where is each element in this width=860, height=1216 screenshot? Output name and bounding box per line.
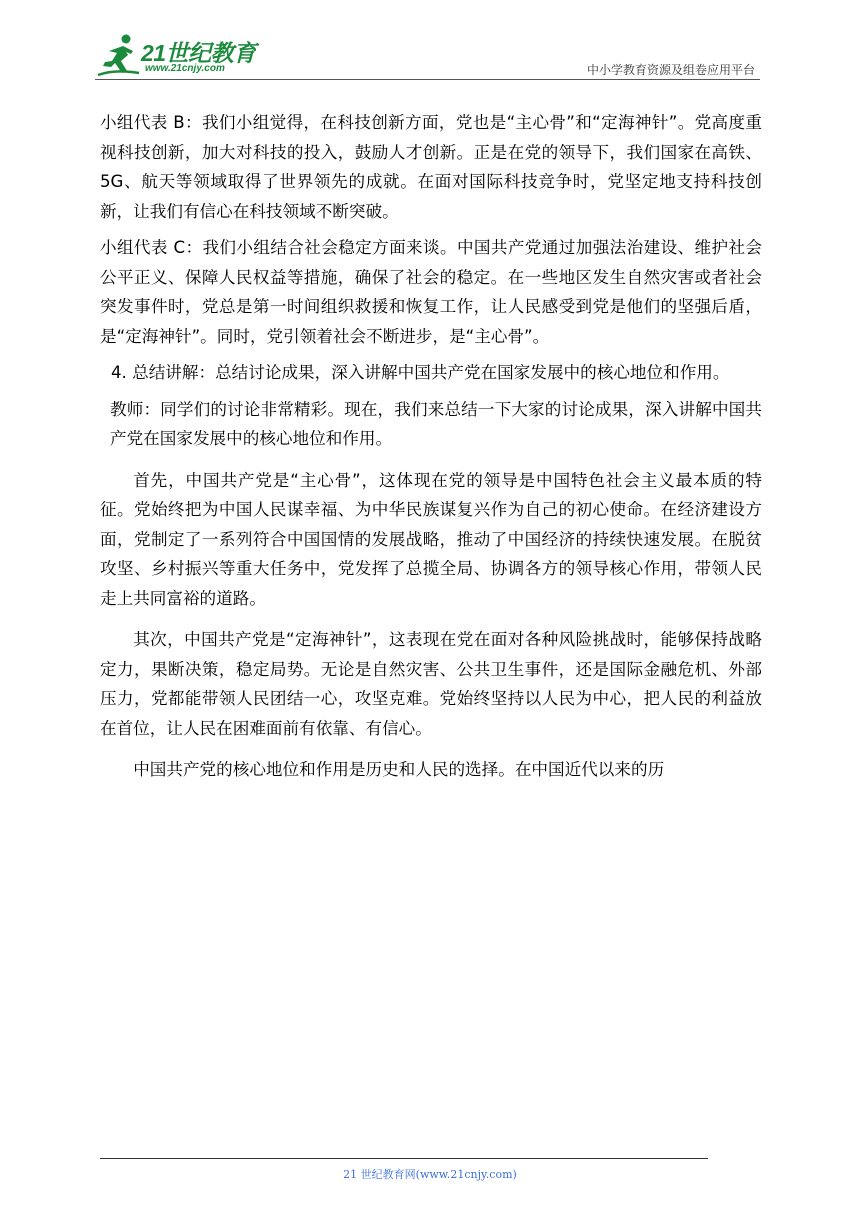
logo-text: 21世纪教育 [141, 40, 256, 66]
header-tagline: 中小学教育资源及组卷应用平台 [586, 63, 755, 77]
runner-icon [95, 33, 143, 79]
site-logo[interactable] [95, 33, 265, 81]
closing-paragraph: 中国共产党的核心地位和作用是历史和人民的选择。在中国近代以来的历 [133, 760, 665, 779]
section-heading-4: 4. 总结讲解：总结讨论成果，深入讲解中国共产党在国家发展中的核心地位和作用。 [111, 363, 730, 382]
first-point-paragraph: 首先，中国共产党是“主心骨”，这体现在党的领导是中国特色社会主义最本质的特征。党始终把为中国人民谋幸福、为中华民族谋复兴作为自己的初心使命。在经济建设方面，党制定了一系列符合中国国情的发展战略，推动了中国经济的持续快速发展。在脱贫攻坚、乡村振兴等重大任务中，党发挥了总揽全局、协调各方的领导核心作用，带领人民走上共同富裕的道路。 [100, 470, 762, 608]
group-b-paragraph: 小组代表 B：我们小组觉得，在科技创新方面，党也是“主心骨”和“定海神针”。党高度重视科技创新，加大对科技的投入，鼓励人才创新。正是在党的领导下，我们国家在高铁、5G、航天等领域取得了世界领先的成就。在面对国际科技竞争时，党坚定地支持科技创新，让我们有信心在科技领域不断突破。 [100, 113, 762, 221]
second-point-paragraph: 其次，中国共产党是“定海神针”，这表现在党在面对各种风险挑战时，能够保持战略定力，果断决策，稳定局势。无论是自然灾害、公共卫生事件，还是国际金融危机、外部压力，党都能带领人民团结一心，攻坚克难。党始终坚持以人民为中心，把人民的利益放在首位，让人民在困难面前有依靠、有信心。 [100, 630, 762, 738]
teacher-paragraph: 教师：同学们的讨论非常精彩。现在，我们来总结一下大家的讨论成果，深入讲解中国共产党在国家发展中的核心地位和作用。 [110, 399, 762, 448]
logo-url: www.21cnjy.com [145, 63, 225, 74]
page-header [0, 0, 860, 95]
footer-link[interactable]: 21 世纪教育网(www.21cnjy.com) [343, 1168, 517, 1181]
header-divider [95, 79, 760, 80]
group-c-paragraph: 小组代表 C：我们小组结合社会稳定方面来谈。中国共产党通过加强法治建设、维护社会公平正义、保障人民权益等措施，确保了社会的稳定。在一些地区发生自然灾害或者社会突发事件时，党总是第一时间组织救援和恢复工作，让人民感受到党是他们的坚强后盾，是“定海神针”。同时，党引领着社会不断进步，是“主心骨”。 [100, 238, 762, 346]
footer-divider [100, 1158, 708, 1159]
document-body [100, 108, 762, 785]
